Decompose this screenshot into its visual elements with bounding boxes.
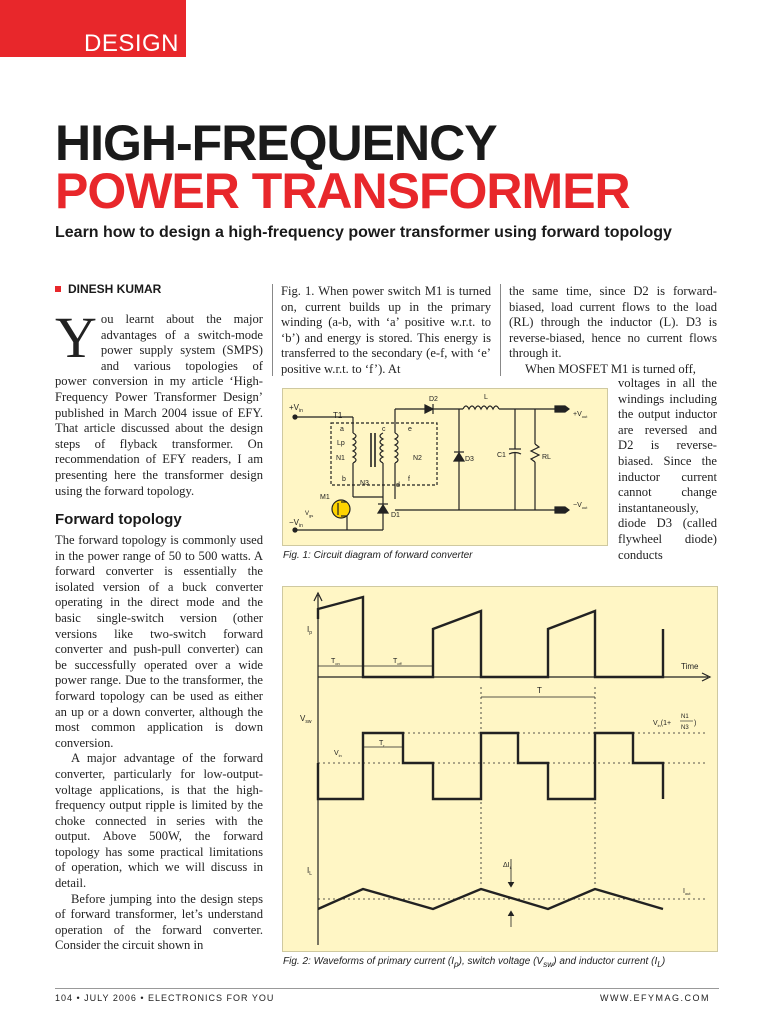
caption-part: ), switch voltage (V [458,956,544,967]
label: T [379,740,384,747]
switch-voltage-trace [318,733,663,799]
label-sub: L [509,865,512,870]
label-sub: r [383,743,385,748]
caption-part: ) [661,956,666,967]
caption-sub: sw [543,959,554,969]
paragraph: Fig. 1. When power switch M1 is turned on, current builds up in the primary winding (a-b, with ‘a’ positive w.r.t. to ‘b’) and energy is stored. This energy is transferred to the secondary (e-f, with ‘e’ positive w.r.t. to ‘f’). At [281,284,491,376]
output-terminal-icon [555,406,569,412]
drop-cap: Y [55,305,97,370]
label: I [307,625,310,634]
column-1-body [55,533,263,954]
label-sub: p [309,630,313,636]
label: e [408,426,412,433]
svg-text:+Vout [573,411,588,419]
paragraph: voltages in all the windings including the output inductor are reversed and D2 is reverse-biased. Since the inductor current cannot change instantaneously, diode D3 (called flywheel diode) conducts [618,376,717,562]
label: N1 [681,714,689,720]
label: c [382,426,386,433]
label: N3 [360,480,369,487]
label: C1 [497,452,506,459]
primary-winding [353,433,356,463]
output-terminal-icon [555,507,569,513]
svg-text:Vin [334,750,342,758]
label-sub: in [338,753,342,758]
label: V [300,714,306,723]
label: V [334,750,339,757]
svg-text:Toff [393,658,403,666]
bullet-icon [55,286,61,292]
column-2 [281,284,491,378]
label: I [307,866,310,875]
label: N2 [413,455,422,462]
label: ΔI [503,862,510,869]
label-sub: out [581,414,588,419]
column-3-wrap [618,376,717,563]
svg-text:Ip [307,625,312,636]
mosfet-m1-icon [332,500,350,518]
caption-part: ) and inductor current (I [553,956,658,967]
caption-sub: p [453,959,459,969]
primary-current-trace [318,597,663,677]
label: L [484,394,488,401]
inductor-icon [463,406,499,409]
author-byline [55,282,161,296]
paragraph: A major advantage of the forward converter, particularly for low-output-voltage applications, is that the high-frequency output ripple is limited by the choke connected in series with the output. Above 500W, the forward topology has some practical limitations of operation, which we will discuss in detail. [55,751,263,891]
svg-text:Ton [331,658,340,666]
label: −V [289,518,300,527]
section-tab-label: DESIGN [84,30,180,57]
figure-1-caption: Fig. 1: Circuit diagram of forward converter [283,550,473,561]
label: Time [681,662,699,671]
label: M1 [320,494,330,501]
label: N3 [681,725,689,731]
section-heading: Forward topology [55,511,182,528]
paragraph-start: When MOSFET M1 is turned off, [525,361,696,376]
label: T1 [333,411,343,420]
svg-text:Iout [683,888,691,896]
label: a [340,426,344,433]
reset-winding [380,433,383,463]
section-tab [0,0,186,57]
label-sub: off [397,661,402,666]
label: T [331,658,336,665]
footer-url: WWW.EFYMAG.COM [600,993,710,1003]
label: Lp [337,440,345,447]
caption-sub: L [657,959,662,969]
svg-text:−Vout [573,502,588,510]
diode-d3-icon [454,453,464,461]
label: b [342,476,346,483]
column-divider [500,284,501,376]
label-sub: sw [305,719,312,725]
footer-rule [55,988,719,989]
label: −V [573,502,582,509]
paragraph: the same time, since D2 is forward-biased, load current flows to the load (RL) through the inductor (L). D3 is reverse-biased, hence no current flows through it. [509,284,717,361]
label-sub: L [309,871,313,877]
label-sub: on [335,661,340,666]
column-3 [509,284,717,378]
waveform-diagram [283,587,717,951]
intro-paragraph: ou learnt about the major advantages of a switch-mode power supply system (SMPS) and various topologies of power conversion in my article ‘High-Frequency Power Transformer Design’ published in March 2004 issue of EFY. That article discussed about the design steps of flyback transformer. On recommendation of EFY readers, I am presenting here the transformer design using the forward topology. [55,312,263,498]
label-sub: out [684,891,691,896]
column-divider [272,284,273,376]
label-sub: out [581,505,588,510]
label: N1 [336,455,345,462]
label: I [683,888,685,895]
svg-text:Vin(1+ [653,720,671,728]
label: D3 [465,456,474,463]
title-line-1: HIGH-FREQUENCY [55,115,497,171]
label: T [393,658,398,665]
caption-part: Fig. 2: Waveforms of primary current (I [283,956,454,967]
title-line-2: POWER TRANSFORMER [55,163,630,219]
figure-1-circuit [282,388,608,546]
label: +V [573,411,582,418]
label-sub: gs [309,513,314,518]
secondary-winding [395,433,398,463]
svg-text:Vgs [305,511,313,518]
diode-d1-icon [378,505,388,513]
subtitle: Learn how to design a high-frequency power transformer using forward topology [55,224,672,241]
label: D2 [429,396,438,403]
label: RL [542,454,551,461]
svg-text:IL [307,866,312,877]
diode-d2-icon [425,405,433,413]
label-sub: in [657,723,661,728]
column-1-intro [55,305,263,499]
author-name: DINESH KUMAR [68,282,162,296]
footer-page-info: 104 • JULY 2006 • ELECTRONICS FOR YOU [55,993,275,1003]
label-sub: in [299,408,303,414]
circuit-diagram [283,389,607,545]
svg-text:−Vin [289,518,303,529]
paragraph: The forward topology is commonly used in the power range of 50 to 500 watts. A forward converter is essentially the isolated version of a buck converter operating in the direct mode and the basic single-switch version (other versions like two-switch forward converter and push-pull converter) can be successfully operated over a wide power range. Due to the transformer, the forward topology can be used as either an up or a down converter, although the most common application is down conversion. [55,533,263,750]
figure-2-caption [283,956,665,969]
svg-text:Vsw [300,714,312,725]
paragraph: Before jumping into the design steps of forward transformer, let’s understand operation of the forward converter. Consider the circuit shown in [55,891,263,953]
figure-2-waveforms [282,586,718,952]
label-sub: in [299,523,303,529]
label: V [653,720,658,727]
label: f [408,476,410,483]
label: D1 [391,512,400,519]
label: ) [694,720,697,727]
label: (1+ [660,720,672,727]
label: d [396,482,400,489]
label: +V [289,403,300,412]
resistor-icon [531,444,539,462]
label: T [537,686,542,695]
svg-text:+Vin [289,403,303,414]
label: V [305,511,310,517]
